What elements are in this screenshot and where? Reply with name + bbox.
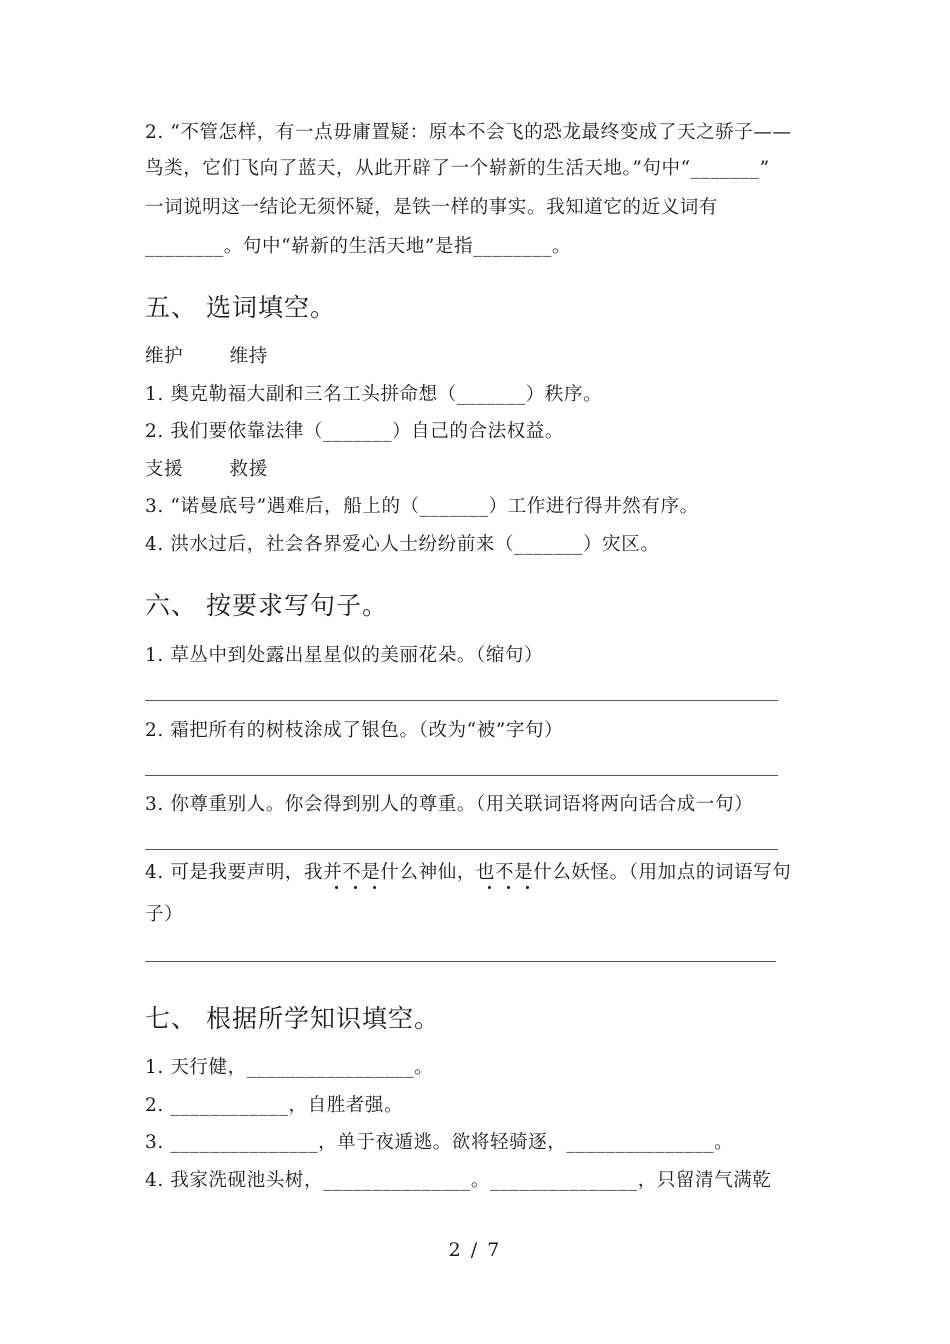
- emphasis-dot: [373, 886, 376, 889]
- page-number: 2 / 7: [448, 1239, 502, 1261]
- emphasis-dot: [488, 886, 491, 889]
- section-6-item-4: 4. 可是我要声明，我并不是什么神仙，也不是什么妖怪。（用加点的词语写句: [145, 862, 792, 883]
- answer-line-1[interactable]: [145, 700, 778, 701]
- section-6-item-1: 1. 草丛中到处露出星星似的美丽花朵。（缩句）: [145, 645, 544, 666]
- q2-line-3: 一词说明这一结论无须怀疑，是铁一样的事实。我知道它的近义词有: [145, 197, 719, 218]
- emphasis-dot: [526, 886, 529, 889]
- emphasis-dot: [354, 886, 357, 889]
- word-choices-1: 维护 维持: [145, 346, 268, 367]
- answer-line-2[interactable]: [145, 775, 778, 776]
- section-6-heading: 六、 按要求写句子。: [145, 591, 388, 620]
- q2-line-4: ________。句中“崭新的生活天地”是指________。: [145, 236, 572, 257]
- section-5-item-4: 4. 洪水过后，社会各界爱心人士纷纷前来（_______）灾区。: [145, 534, 660, 555]
- section-7-item-3: 3. _______________，单于夜遁逃。欲将轻骑逐，_______________。: [145, 1132, 734, 1153]
- section-7-heading: 七、 根据所学知识填空。: [145, 1004, 440, 1033]
- section-5-item-2: 2. 我们要依靠法律（_______）自己的合法权益。: [145, 421, 564, 442]
- q2-line-1: 2. “不管怎样，有一点毋庸置疑：原本不会飞的恐龙最终变成了天之骄子——: [145, 122, 792, 143]
- answer-line-3[interactable]: [145, 849, 778, 850]
- section-7-item-2: 2. ____________，自胜者强。: [145, 1095, 404, 1116]
- section-5-item-3: 3. “诺曼底号”遇难后，船上的（_______）工作进行得井然有序。: [145, 496, 699, 517]
- section-6-item-4-cont: 子）: [145, 904, 184, 925]
- section-5-heading: 五、 选词填空。: [145, 293, 336, 322]
- section-6-item-2: 2. 霜把所有的树枝涂成了银色。（改为“被”字句）: [145, 720, 564, 741]
- section-7-item-1: 1. 天行健，_________________。: [145, 1057, 434, 1078]
- q2-line-2: 鸟类，它们飞向了蓝天，从此开辟了一个崭新的生活天地。”句中“_______”: [145, 158, 770, 179]
- emphasis-dot: [507, 886, 510, 889]
- emphasis-dot: [335, 886, 338, 889]
- section-7-item-4: 4. 我家洗砚池头树，_______________。_______________，只留清气满乾: [145, 1170, 772, 1191]
- section-5-item-1: 1. 奥克勒福大副和三名工头拼命想（_______）秩序。: [145, 384, 603, 405]
- word-choices-2: 支援 救援: [145, 459, 268, 480]
- section-6-item-3: 3. 你尊重别人。你会得到别人的尊重。（用关联词语将两向话合成一句）: [145, 794, 754, 815]
- answer-line-4[interactable]: [145, 961, 776, 962]
